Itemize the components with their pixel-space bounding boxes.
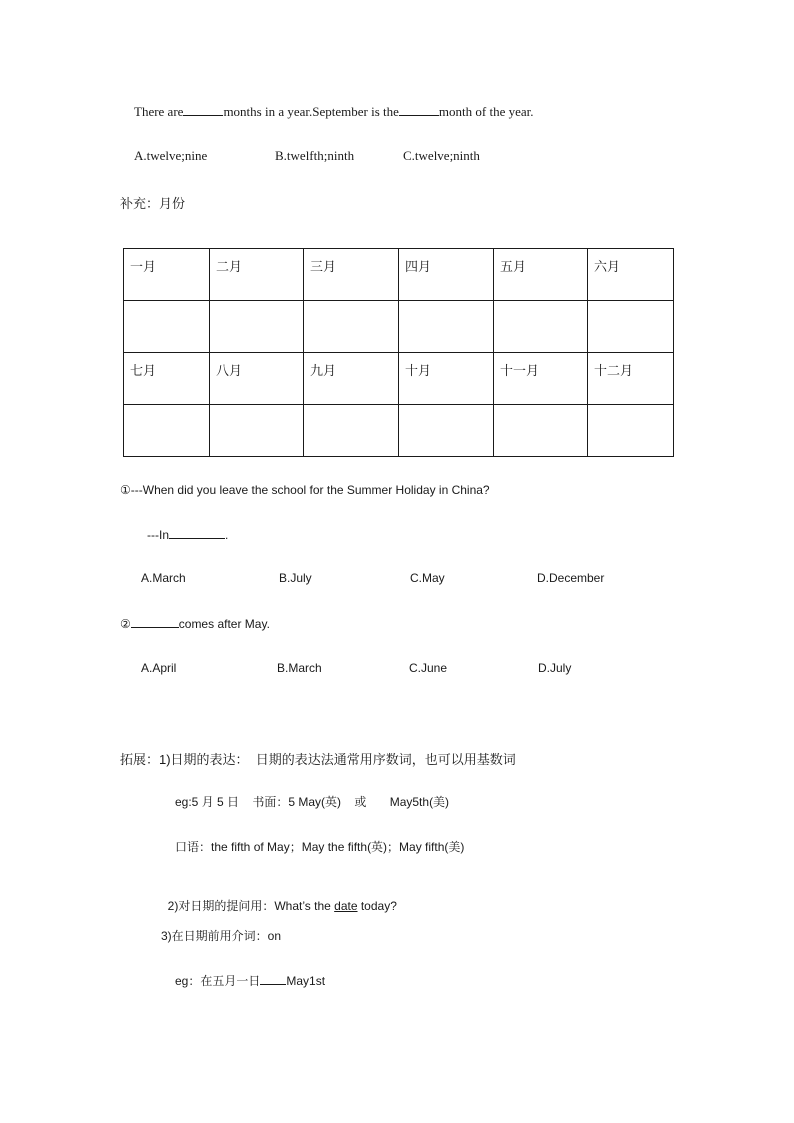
- empty-cell: [494, 301, 588, 353]
- month-cell: 二月: [210, 249, 304, 301]
- extension-eg2: [175, 972, 325, 989]
- empty-cell: [304, 301, 399, 353]
- month-cell: 六月: [588, 249, 674, 301]
- answer-blank: [260, 973, 286, 985]
- extension-eg2-suffix: May1st: [286, 974, 326, 988]
- months-table: [123, 248, 674, 457]
- answer-blank: [399, 104, 439, 116]
- table-row: [124, 301, 674, 353]
- q1-answer-prefix: ---In: [147, 528, 169, 542]
- month-cell: 十二月: [588, 353, 674, 405]
- intro-question: [134, 104, 534, 120]
- q1-prompt: ①---When did you leave the school for the Summer Holiday in China?: [120, 483, 490, 497]
- answer-blank: [131, 616, 179, 628]
- q1-answer-suffix: .: [225, 528, 229, 542]
- month-cell: 七月: [124, 353, 210, 405]
- empty-cell: [124, 405, 210, 457]
- empty-cell: [399, 301, 494, 353]
- intro-question-part2: months in a year.September is the: [223, 104, 399, 119]
- q1-option-d: D.December: [537, 571, 605, 585]
- month-cell: 十月: [399, 353, 494, 405]
- q2-marker: ②: [120, 617, 131, 631]
- intro-question-part3: month of the year.: [438, 104, 534, 119]
- empty-cell: [210, 405, 304, 457]
- empty-cell: [494, 405, 588, 457]
- table-row: [124, 405, 674, 457]
- q2-suffix: comes after May.: [178, 617, 270, 631]
- answer-blank: [183, 104, 223, 116]
- month-cell: 八月: [210, 353, 304, 405]
- empty-cell: [588, 405, 674, 457]
- intro-option-a: A.twelve;nine: [134, 148, 208, 163]
- q2-option-c: C.June: [409, 661, 448, 675]
- q2-prompt: [120, 616, 270, 631]
- extension-spoken: 口语：the fifth of May；May the fifth(英)；May fifth(美): [175, 840, 465, 854]
- q2-option-d: D.July: [538, 661, 572, 675]
- intro-option-c: C.twelve;ninth: [403, 148, 480, 163]
- empty-cell: [124, 301, 210, 353]
- empty-cell: [210, 301, 304, 353]
- table-row: [124, 353, 674, 405]
- q1-option-b: B.July: [279, 571, 312, 585]
- answer-blank: [169, 527, 225, 539]
- month-cell: 三月: [304, 249, 399, 301]
- intro-question-part1: There are: [134, 104, 184, 119]
- q2-option-b: B.March: [277, 661, 322, 675]
- extension-q-word: date: [334, 899, 358, 913]
- q1-option-a: A.March: [141, 571, 186, 585]
- month-cell: 一月: [124, 249, 210, 301]
- extension-q-prefix: 2)对日期的提问用：What’s the: [167, 899, 335, 913]
- q2-option-a: A.April: [141, 661, 177, 675]
- empty-cell: [588, 301, 674, 353]
- month-cell: 九月: [304, 353, 399, 405]
- supplement-heading: 补充：月份: [120, 196, 186, 211]
- month-cell: 五月: [494, 249, 588, 301]
- extension-preposition: 3)在日期前用介词：on: [161, 929, 282, 943]
- extension-q-suffix: today?: [357, 899, 397, 913]
- table-row: [124, 249, 674, 301]
- extension-eg2-prefix: eg：在五月一日: [175, 974, 261, 988]
- q1-answer: [147, 527, 228, 542]
- intro-option-b: B.twelfth;ninth: [275, 148, 355, 163]
- month-cell: 十一月: [494, 353, 588, 405]
- empty-cell: [304, 405, 399, 457]
- empty-cell: [399, 405, 494, 457]
- extension-eg1: eg:5 月 5 日 书面：5 May(英) 或 May5th(美): [175, 795, 450, 809]
- q1-option-c: C.May: [410, 571, 445, 585]
- extension-heading: 拓展：1)日期的表达： 日期的表达法通常用序数词，也可以用基数词: [120, 752, 516, 767]
- extension-question: [161, 883, 397, 914]
- month-cell: 四月: [399, 249, 494, 301]
